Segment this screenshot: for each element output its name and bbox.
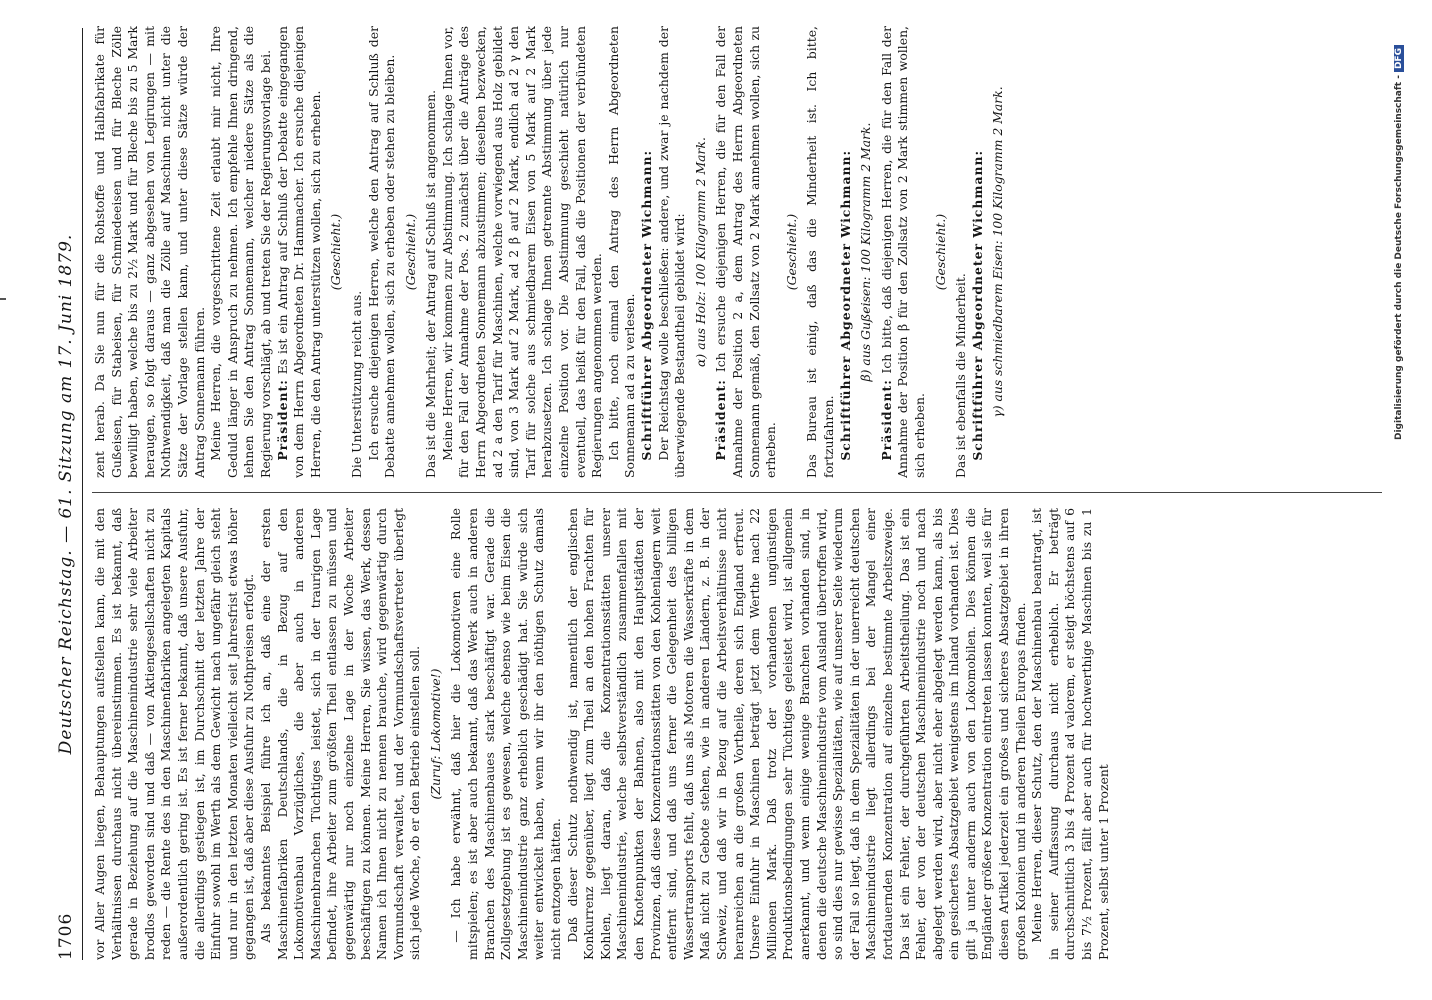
speaker-label: Präsident:: [878, 379, 894, 461]
paragraph: Meine Herren, dieser Schutz, den der Maschinenbau beantragt, ist in seiner Auffassung durchaus nicht erheblich. Er beträgt durchschnittlich 3 bis 4 Prozent ad valorem, er steigt höchstens auf 6 bis 7½ Prozent, fällt aber auch für hochwerthige Maschinen bis zu 1 Prozent, selbst unter 1 Prozent: [1029, 508, 1111, 960]
paragraph: zent herab. Da Sie nun für die Rohstoffe und Halbfabrikate für Gußeisen, für Stabeisen, für Schmiedeeisen und für Bleche Zölle bewilligt haben, welche bis zu 2½ Mark und für Bleche bis zu 5 Mark heraugen, so folgt daraus — ganz abgesehen von Legirungen — mit Nothwendigkeit, daß man die Zölle auf Maschinen nicht unter die Sätze der Vorlage stellen kann, und unter diese Sätze würde der Antrag Sonnemann führen.: [92, 26, 207, 478]
tariff-item: α) aus Holz: 100 Kilogramm 2 Mark.: [692, 137, 708, 367]
paragraph: Die Unterstützung reicht aus.: [348, 290, 364, 478]
paragraph: — Ich habe erwähnt, daß hier die Lokomotiven eine Rolle mitspielen; es ist aber auch bekannt, daß das Werk auch in anderen Branchen des Maschinenbaues stark beschäftigt war. Gerade die Zollgesetzgebung ist es gewesen, welche ebenso wie beim Eisen die Maschinenindustrie ganz erheblich geschädigt hat. Sie würde sich weiter entwickelt haben, wenn wir ihr den nöthigen Schutz damals nicht entzogen hätten.: [448, 508, 564, 960]
speech: [970, 26, 987, 478]
paragraph: Ich bitte, noch einmal den Antrag des Herrn Abgeordneten Sonnemann ad a zu verlesen.: [605, 26, 638, 478]
running-title: Deutscher Reichstag. — 61. Sitzung am 17. Juni 1879.: [56, 233, 76, 755]
page-number: 1706: [56, 912, 76, 960]
speech-text: Es ist ein Antrag auf Schluß der Debatte eingegangen von dem Herrn Abgeordneten Dr. Hammacher. Ich ersuche diejenigen Herren, die den Antrag unterstützen wollen, sich zu erheben.: [274, 26, 323, 478]
dfg-logo: DFG: [1394, 45, 1404, 72]
speech: [879, 26, 929, 478]
paragraph: Meine Herren, die vorgeschrittene Zeit erlaubt mir nicht, Ihre Geduld länger in Anspruch zu nehmen. Ich empfehle Ihnen dringend, lehnen Sie den Antrag Sonnemann, welcher niedere Sätze als die Regierung vorschlägt, ab und treten Sie der Regierungsvorlage bei.: [208, 26, 273, 478]
digitization-note: [1394, 45, 1404, 440]
paragraph: vor Aller Augen liegen, Behauptungen aufstellen kann, die mit den Verhältnissen durchaus nicht übereinstimmen. Es ist bekannt, daß gerade in Beziehung auf die Maschinenindustrie sehr viele Arbeiter brodlos geworden sind und daß — von Aktiengesellschaften nicht zu reden — die Rente des in den Maschinenfabriken angelegten Kapitals außerordentlich gering ist. Es ist ferner bekannt, daß unsere Ausfuhr, die allerdings gestiegen ist, im Durchschnitt der letzten Jahre der Einfuhr sowohl im Werth als dem Gewicht nach ungefähr gleich steht und nur in den letzten Monaten vielleicht seit Jahresfrist etwas höher gegangen ist, daß aber diese Ausfuhr zu Nothpreisen erfolgt.: [92, 508, 257, 960]
digitization-text: Digitalisierung gefördert durch die Deutsche Forschungsgemeinschaft -: [1394, 75, 1404, 440]
interjection: (Zuruf: Lokomotive!): [427, 668, 443, 800]
paragraph: Daß dieser Schutz nothwendig ist, namentlich der englischen Konkurrenz gegenüber, liegt zum Theil an den hohen Frachten für Kohlen, liegt daran, daß die Konzentrationsstätten unserer Maschinenindustrie, welche selbstverständlich zusammenfallen mit den Knotenpunkten der Bahnen, also mit den Hauptstädten der Provinzen, daß diese Konzentrationsstätten von den Kohlenlagern weit entfernt sind, und daß uns ferner die Gelegenheit des billigen Wassertransports fehlt, daß uns als Motoren die Wasserkräfte in dem Maß nicht zu Gebote stehen, wie in anderen Ländern, z. B. in der Schweiz, und daß wir in Bezug auf die Arbeitsverhältnisse nicht heranreichen an die großen Vortheile, deren sich England erfreut. Unsere Einfuhr in Maschinen beträgt jetzt dem Werthe nach 22 Millionen Mark. Daß trotz der vorhandenen ungünstigen Produktionsbedingungen sehr Tüchtiges geleistet wird, ist allgemein anerkannt, und wenn einige wenige Branchen vorhanden sind, in denen die deutsche Maschinenindustrie vom Ausland übertroffen wird, so sind dies nur gewisse Spezialitäten, wie auf unserer Seite wiederum der Fall so liegt, daß in dem Spezialitäten in der unerreicht deutschen Maschinenindustrie liegt allerdings bei der Mangel einer fortdauernden Konzentration auf einzelne bestimmte Arbeitszweige. Das ist ein Fehler, der durchgeführten Arbeitstheilung. Das ist ein Fehler, der von der deutschen Maschinenindustrie noch und nach abgelegt werden wird, aber nicht eher abgelegt werden kann, als bis ein gesichertes Absatzgebiet wenigstens im Inland vorhanden ist. Dies gilt ja unter anderm auch von den Lokomobilen. Dies können die Engländer größere Konzentration eintreten lassen konnten, weil sie für diesen Artikel jederzeit ein großes und sicheres Absatzgebiet in ihren großen Kolonien und in anderen Theilen Europas finden.: [564, 508, 1028, 960]
speech: [838, 26, 855, 478]
speech-text: Ich ersuche diejenigen Herren, die für den Fall der Annahme der Position 2 a, dem Antrag des Herrn Abgeordneten Sonnemann gemäß, den Zollsatz von 2 Mark annehmen wollen, sich zu erheben.: [713, 26, 779, 478]
stage-direction: (Geschieht.): [328, 213, 344, 291]
stage-direction: (Geschieht.): [783, 213, 799, 291]
paragraph: Ich ersuche diejenigen Herren, welche den Antrag auf Schluß der Debatte annehmen wollen, sich zu erheben oder stehen zu bleiben.: [365, 26, 398, 478]
speaker-label: Schriftführer Abgeordneter Wichmann:: [969, 149, 985, 461]
speech: [275, 26, 325, 478]
speaker-label: Präsident:: [274, 379, 290, 461]
scan-edge-mark: [0, 298, 6, 300]
speaker-label: Schriftführer Abgeordneter Wichmann:: [837, 149, 853, 461]
paragraph: Das ist die Mehrheit; der Antrag auf Schluß ist angenommen.: [423, 89, 439, 478]
left-column: [92, 508, 1382, 960]
speech: [713, 26, 779, 478]
speech-text: Ich bitte, daß diejenigen Herren, die für den Fall der Annahme der Position β für den Zollsatz von 2 Mark stimmen wollen, sich erheben.: [878, 26, 927, 478]
tariff-item: γ) aus schmiedbarem Eisen: 100 Kilogramm 2 Mark.: [990, 86, 1006, 418]
speaker-label: Präsident:: [713, 379, 729, 461]
right-column: [92, 26, 1382, 478]
paragraph: Das Bureau ist einig, daß das die Minderheit ist. Ich bitte, fortzufahren.: [804, 26, 836, 478]
paragraph: Das ist ebenfalls die Minderheit.: [953, 273, 969, 478]
stage-direction: (Geschieht.): [932, 213, 948, 291]
tariff-item: β) aus Gußeisen: 100 Kilogramm 2 Mark.: [858, 122, 874, 382]
paragraph: Meine Herren, wir kommen zur Abstimmung. Ich schlage Ihnen vor, für den Fall der Annahme der Pos. 2 zunächst über die Anträge des Herrn Abgeordneten Sonnemann abzustimmen; dieselben bezwecken, ad 2 a den Tarif für Maschinen, welche vorwiegend aus Holz gebildet sind, von 3 Mark auf 2 Mark, ad 2 β auf 2 Mark, endlich ad 2 γ den Tarif für solche aus schmiedbarem Eisen von 5 Mark auf 2 Mark herabzusetzen. Ich schlage Ihnen getrennte Abstimmung über jede einzelne Position vor. Die Abstimmung geschieht natürlich nur eventuell, das heißt für den Fall, daß die Positionen der verbündeten Regierungen angenommen werden.: [439, 26, 605, 478]
stage-direction: (Geschieht.): [402, 213, 418, 291]
speaker-label: Schriftführer Abgeordneter Wichmann:: [639, 149, 654, 461]
page-header: [46, 28, 83, 960]
column-divider: [92, 492, 1382, 493]
paragraph: Der Reichstag wolle beschließen: andere, und zwar je nachdem der überwiegende Bestandtheil gebildet wird:: [655, 26, 688, 478]
paragraph: Als bekanntes Beispiel führe ich an, daß eine der ersten Maschinenfabriken Deutschlands, die in Bezug auf den Lokomotivenbau Vorzügliches, die aber auch in anderen Maschinenbranchen Tüchtiges leistet, sich in der traurigen Lage befindet, ihre Arbeiter zum größten Theil entlassen zu müssen und gegenwärtig nur noch einzelne Lage in der Woche Arbeiter beschäftigen zu können. Meine Herren, Sie wissen, das Werk, dessen Namen ich Ihnen nicht zu nennen brauche, wird gegenwärtig durch Vormundschaft verwaltet, und der Vormundschaftsvertreter überlegt sich jede Woche, ob er den Betrieb einstellen soll.: [257, 508, 423, 960]
speech: [639, 26, 656, 478]
